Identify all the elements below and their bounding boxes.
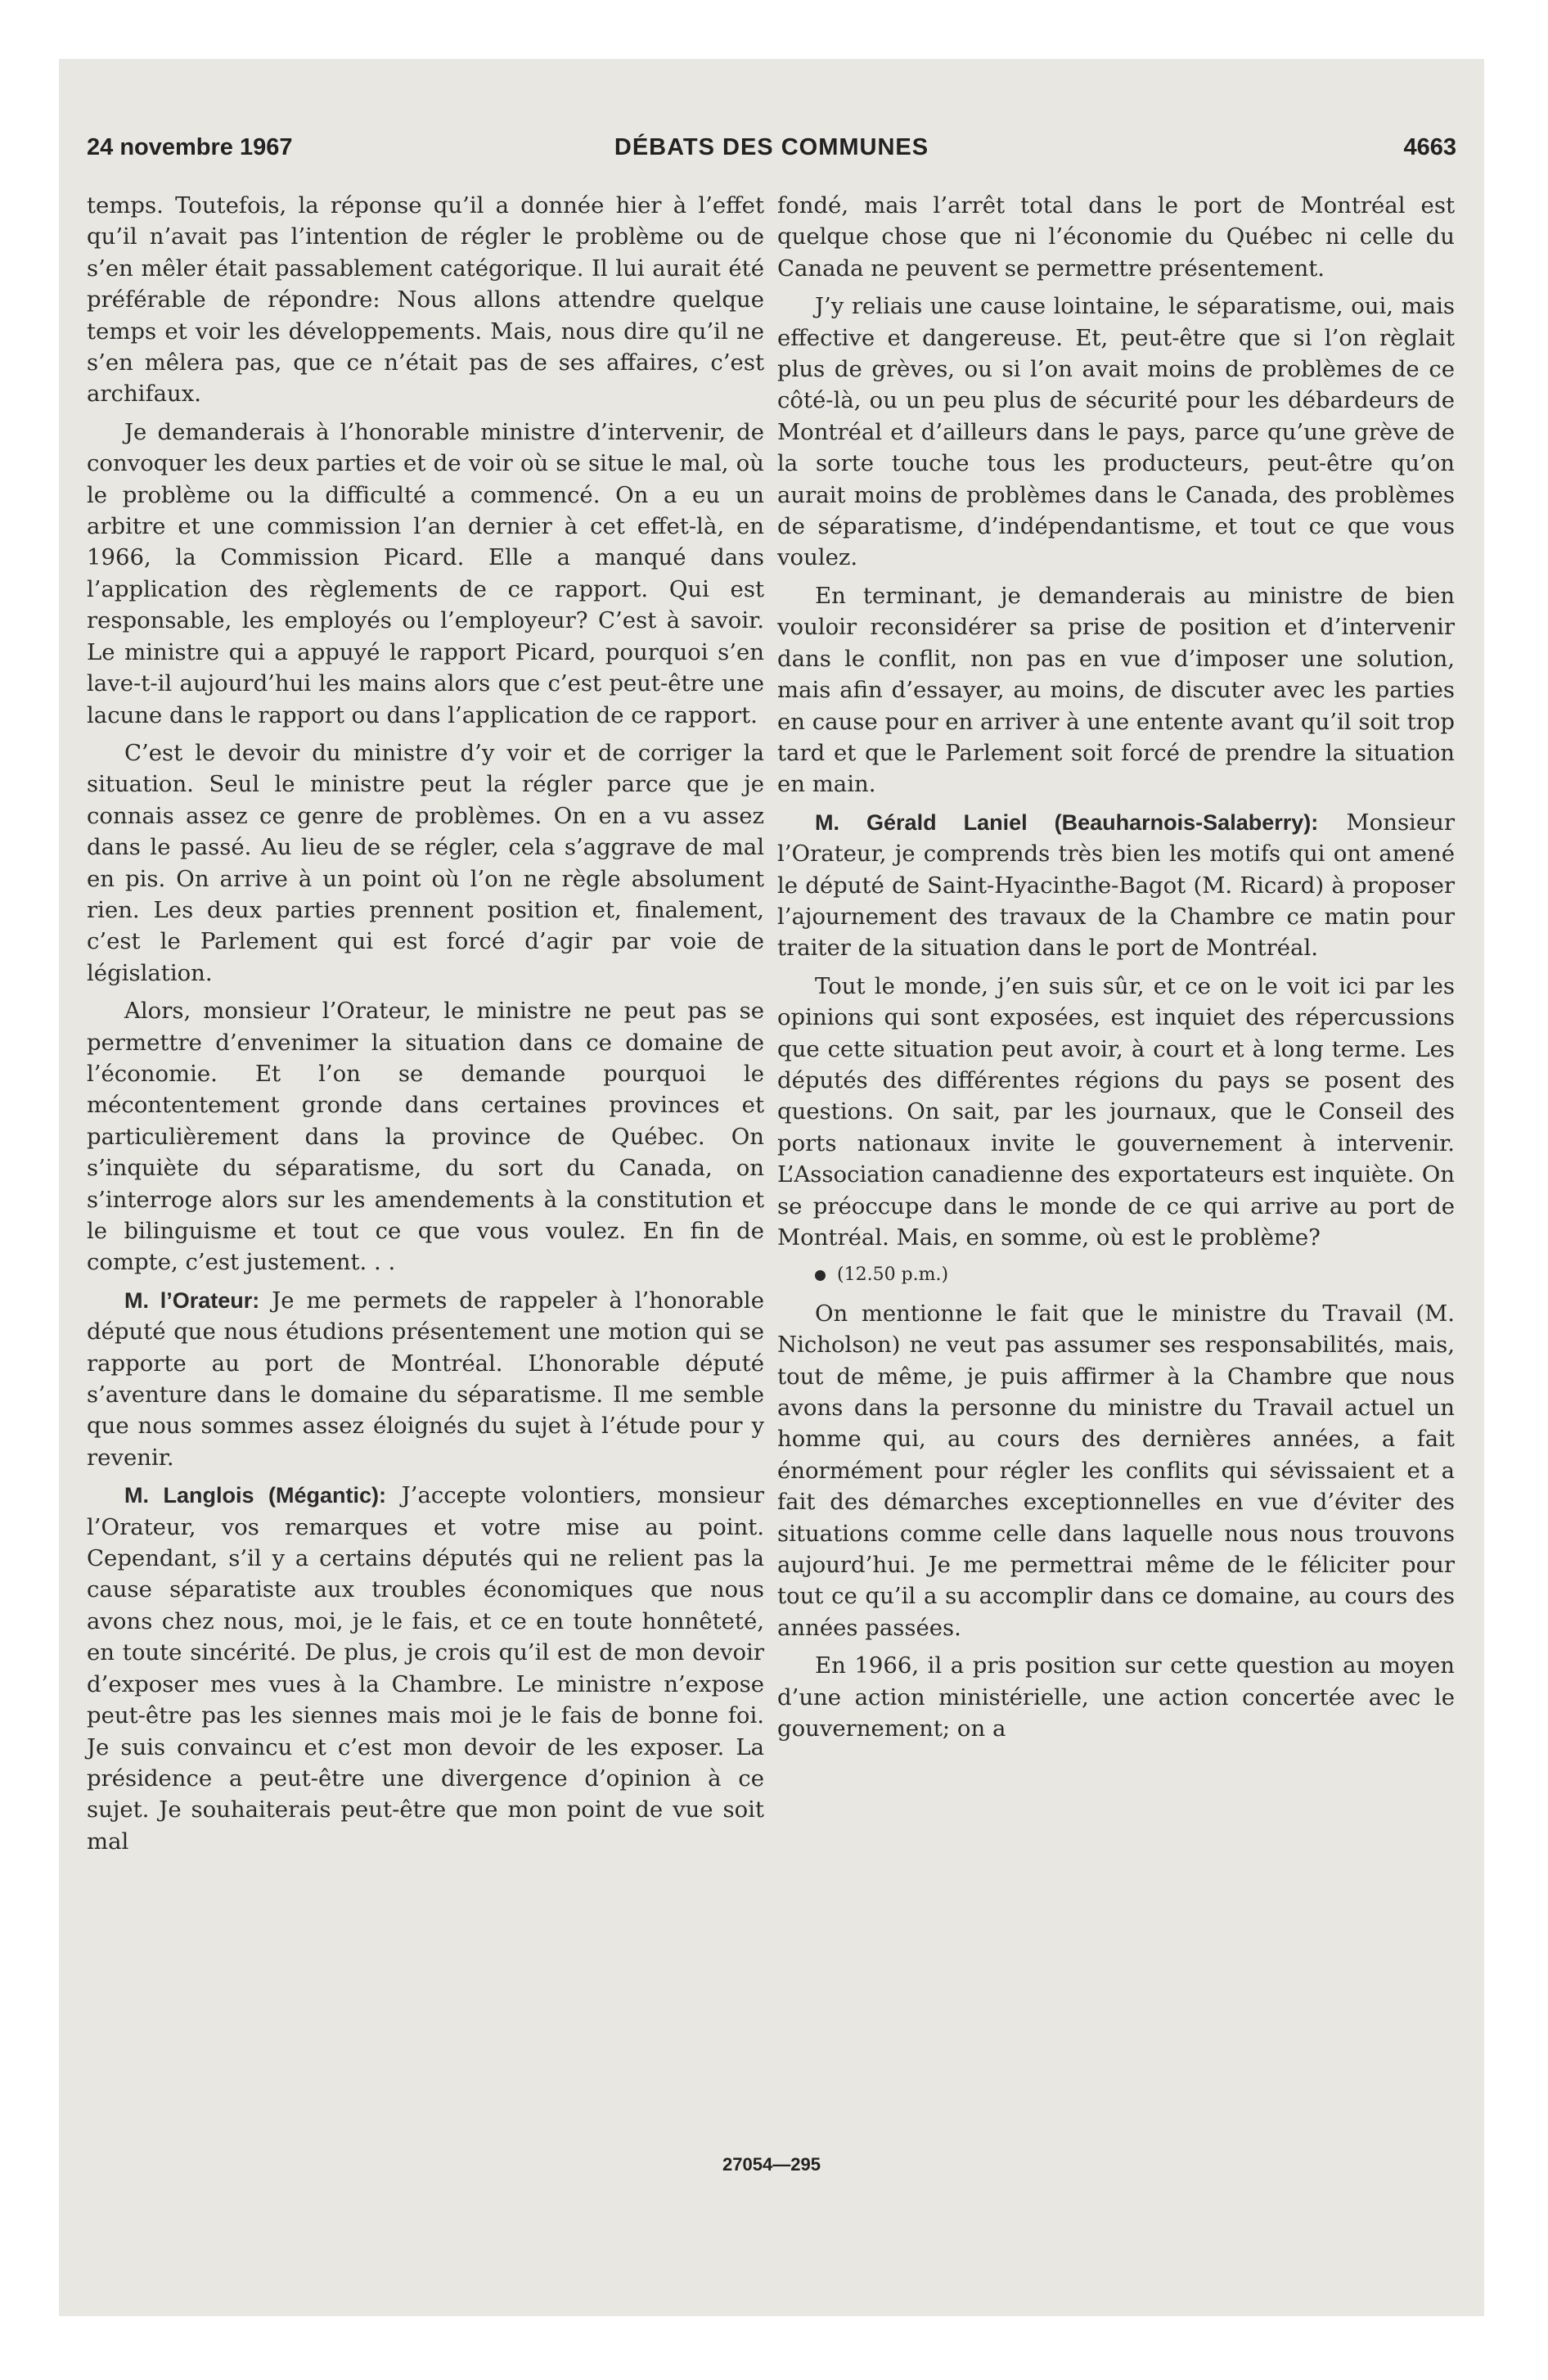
- paragraph: En terminant, je demanderais au ministre de bien vouloir reconsidérer sa prise de position et d’intervenir dans le conflit, non pas en vue d’imposer une solution, mais afin d’essayer, au moins, de discuter avec les parties en cause pour en arriver à une entente avant qu’il soit trop tard et que le Parlement soit forcé de prendre la situation en main.: [777, 582, 1455, 798]
- paragraph: fondé, mais l’arrêt total dans le port de Montréal est quelque chose que ni l’économie du Québec ni celle du Canada ne peuvent se permettre présentement.: [777, 192, 1455, 282]
- paragraph: J’y reliais une cause lointaine, le séparatisme, oui, mais effective et dangereuse. Et, peut-être que si l’on règlait plus de grèves, ou si l’on avait moins de problèmes de ce côté-là, ou un peu plus de sécurité pour les débardeurs de Montréal et d’ailleurs dans le pays, parce qu’une grève de la sorte touche tous les producteurs, peut-être qu’on aurait moins de problèmes dans le Canada, des problèmes de séparatisme, d’indépendantisme, et tout ce que vous voulez.: [777, 293, 1455, 571]
- header-date: 24 novembre 1967: [87, 134, 293, 160]
- speaker-name: M. Gérald Laniel (Beauharnois-Salaberry):: [815, 809, 1319, 835]
- timestamp: [777, 1260, 1455, 1291]
- bullet-icon: [815, 1270, 826, 1281]
- document-page: [59, 59, 1484, 2316]
- paragraph: C’est le devoir du ministre d’y voir et de corriger la situation. Seul le ministre peut la régler parce que je connais assez ce genre de problèmes. On en a vu assez dans le passé. Au lieu de se régler, cela s’aggrave de mal en pis. On arrive à un point où l’on ne règle absolument rien. Les deux parties prennent position et, finalement, c’est le Parlement qui est forcé d’agir par voie de législation.: [87, 739, 764, 986]
- paragraph: On mentionne le fait que le ministre du Travail (M. Nicholson) ne veut pas assumer ses responsabilités, mais, tout de même, je puis affirmer à la Chambre que nous avons dans la personne du ministre du Travail actuel un homme qui, au cours des dernières années, a fait énormément pour régler les conflits qui sévissaient et a fait des démarches exceptionnelles en vue d’éviter des situations comme celle dans laquelle nous nous trouvons aujourd’hui. Je me permettrai même de le féliciter pour tout ce qu’il a su accomplir dans ce domaine, au cours des années passées.: [777, 1300, 1455, 1641]
- speech-paragraph: [87, 1480, 764, 1857]
- paragraph: Tout le monde, j’en suis sûr, et ce on le voit ici par les opinions qui sont exposées, est inquiet des répercussions que cette situation peut avoir, à court et à long terme. Les députés des différentes régions du pays se posent des questions. On sait, par les journaux, que le Conseil des ports nationaux invite le gouvernement à intervenir. L’Association canadienne des exportateurs est inquiète. On se préoccupe dans le monde de ce qui arrive au port de Montréal. Mais, en somme, où est le problème?: [777, 972, 1455, 1251]
- paragraph: Je demanderais à l’honorable ministre d’intervenir, de convoquer les deux parties et de voir où se situe le mal, où le problème ou la difficulté a commencé. On a eu un arbitre et une commission l’an dernier à cet effet-là, en 1966, la Commission Picard. Elle a manqué dans l’application des règlements de ce rapport. Qui est responsable, les employés ou l’employeur? C’est à savoir. Le ministre qui a appuyé le rapport Picard, pourquoi s’en lave-t-il aujourd’hui les mains alors que c’est peut-être une lacune dans le rapport ou dans l’application de ce rapport.: [87, 418, 764, 728]
- speaker-name: M. Langlois (Mégantic):: [124, 1483, 386, 1508]
- speech-paragraph: [87, 1285, 764, 1473]
- paragraph: Alors, monsieur l’Orateur, le ministre ne peut pas se permettre d’envenimer la situation dans ce domaine de l’économie. Et l’on se demande pourquoi le mécontentement gronde dans certaines provinces et particulièrement dans la province de Québec. On s’inquiète du séparatisme, du sort du Canada, on s’interroge alors sur les amendements à la constitution et le bilinguisme et tout ce que vous voulez. En fin de compte, c’est justement. . .: [87, 998, 764, 1276]
- header-page-number: 4663: [1403, 134, 1456, 160]
- page-header: [87, 134, 1456, 167]
- speech-text: Je me permets de rappeler à l’honorable député que nous étudions présentement une motion qui se rapporte au port de Montréal. L’honorable député s’aventure dans le domaine du séparatisme. Il me semble que nous sommes assez éloignés du sujet à l’étude pour y revenir.: [87, 1287, 764, 1471]
- page-footer: 27054—295: [722, 2154, 821, 2175]
- speech-text: J’accepte volontiers, monsieur l’Orateur, vos remarques et votre mise au point. Cependant, s’il y a certains députés qui ne relient pas la cause séparatiste aux troubles économiques que nous avons chez nous, moi, je le fais, et ce en toute honnêteté, en toute sincérité. De plus, je crois qu’il est de mon devoir d’exposer mes vues à la Chambre. Le ministre n’expose peut-être pas les siennes mais moi je le fais de bonne foi. Je suis convaincu et c’est mon devoir de les exposer. La présidence a peut-être une divergence d’opinion à ce sujet. Je souhaiterais peut-être que mon point de vue soit mal: [87, 1482, 764, 1855]
- header-title: DÉBATS DES COMMUNES: [614, 134, 929, 160]
- speech-text: Monsieur l’Orateur, je comprends très bien les motifs qui ont amené le député de Saint-Hyacinthe-Bagot (M. Ricard) à proposer l’ajournement des travaux de la Chambre ce matin pour traiter de la situation dans le port de Montréal.: [777, 809, 1455, 962]
- paragraph: temps. Toutefois, la réponse qu’il a donnée hier à l’effet qu’il n’avait pas l’intention de régler le problème ou de s’en mêler était passablement catégorique. Il lui aurait été préférable de répondre: Nous allons attendre quelque temps et voir les développements. Mais, nous dire qu’il ne s’en mêlera pas, que ce n’était pas de ses affaires, c’est archifaux.: [87, 192, 764, 408]
- speech-paragraph: [777, 807, 1455, 964]
- speaker-name: M. l’Orateur:: [124, 1287, 260, 1313]
- right-column: [777, 190, 1455, 1751]
- left-column: [87, 190, 764, 1864]
- paragraph: En 1966, il a pris position sur cette question au moyen d’une action ministérielle, une action concertée avec le gouvernement; on a: [777, 1652, 1455, 1742]
- timestamp-text: (12.50 p.m.): [837, 1264, 949, 1286]
